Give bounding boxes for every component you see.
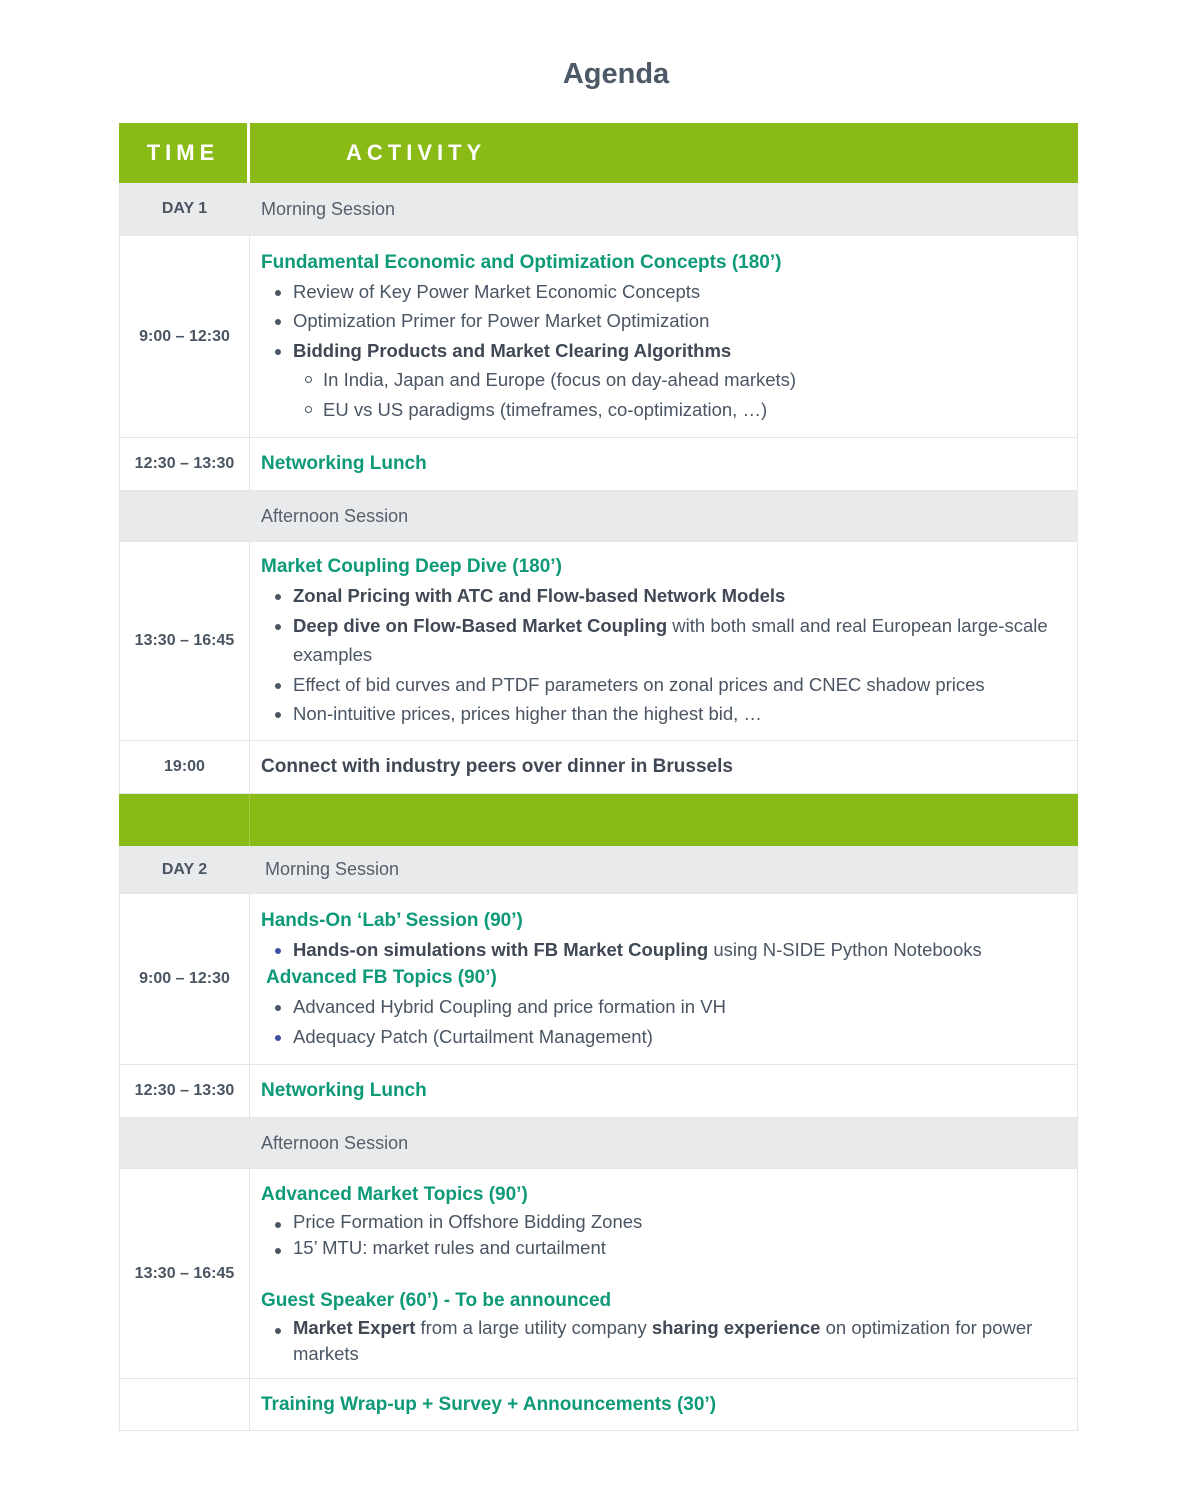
activity-title: Training Wrap-up + Survey + Announcements (30’) [261, 1393, 717, 1415]
day-label-empty [119, 491, 250, 541]
day1-afternoon-row [119, 491, 1078, 542]
bullet-list [261, 1315, 1065, 1367]
activity-title: Networking Lunch [261, 1080, 427, 1101]
session-label: Afternoon Session [250, 1118, 1078, 1168]
bullet-list [261, 1209, 1065, 1261]
activity-title: Advanced FB Topics (90’) [266, 967, 497, 989]
session-label: Morning Session [250, 183, 1078, 235]
row-activity [250, 1379, 1078, 1430]
agenda-row [119, 236, 1078, 438]
list-item: Market Expert from a large utility company sharing experience on optimization for power markets [261, 1315, 1065, 1367]
list-item: Adequacy Patch (Curtailment Management) [261, 1022, 1065, 1052]
row-time: 9:00 – 12:30 [119, 894, 250, 1064]
table-header [119, 123, 1078, 183]
row-activity [250, 438, 1078, 490]
list-item: Effect of bid curves and PTDF parameters on zonal prices and CNEC shadow prices [261, 670, 1065, 700]
lunch-row [119, 438, 1078, 491]
session-label: Afternoon Session [250, 491, 1078, 541]
day1-morning-row [119, 183, 1078, 236]
list-item: Review of Key Power Market Economic Concepts [261, 277, 1065, 307]
row-time: 12:30 – 13:30 [119, 438, 250, 490]
page-title: Agenda [562, 58, 670, 90]
session-label: Morning Session [250, 846, 1078, 893]
list-item: Deep dive on Flow-Based Market Coupling with both small and real European large-scale examples [261, 611, 1065, 670]
activity-title: Advanced Market Topics (90’) [261, 1183, 528, 1205]
day-label-empty [119, 1118, 250, 1168]
list-item: 15’ MTU: market rules and curtailment [261, 1235, 1065, 1261]
day-separator-bar [119, 794, 1078, 846]
row-activity [250, 1065, 1078, 1117]
list-item: Non-intuitive prices, prices higher than the highest bid, … [261, 699, 1065, 729]
bullet-list [261, 935, 1065, 965]
sub-list-item: In India, Japan and Europe (focus on day-ahead markets) [261, 365, 1065, 395]
day2-afternoon-row [119, 1118, 1078, 1169]
agenda-row [119, 1169, 1078, 1379]
list-item: Optimization Primer for Power Market Optimization [261, 306, 1065, 336]
activity-title: Hands-On ‘Lab’ Session (90’) [261, 909, 523, 931]
row-activity [250, 1169, 1078, 1378]
row-time-empty [119, 1379, 250, 1430]
header-activity: ACTIVITY [250, 123, 1078, 183]
dinner-row [119, 741, 1078, 794]
sub-list-item: EU vs US paradigms (timeframes, co-optimization, …) [261, 395, 1065, 425]
row-time: 13:30 – 16:45 [119, 1169, 250, 1378]
row-time: 19:00 [119, 741, 250, 793]
bullet-list [261, 992, 1065, 1051]
row-time: 12:30 – 13:30 [119, 1065, 250, 1117]
activity-title: Market Coupling Deep Dive (180’) [261, 556, 562, 578]
activity-title: Fundamental Economic and Optimization Concepts (180’) [261, 251, 782, 273]
activity-title: Connect with industry peers over dinner in Brussels [261, 756, 733, 777]
list-item: Advanced Hybrid Coupling and price formation in VH [261, 992, 1065, 1022]
header-time: TIME [119, 123, 250, 183]
row-activity [250, 236, 1078, 437]
list-item: Zonal Pricing with ATC and Flow-based Network Models [261, 581, 1065, 611]
day2-morning-row [119, 846, 1078, 894]
bullet-list [261, 277, 1065, 425]
list-item: Bidding Products and Market Clearing Algorithms [261, 336, 1065, 366]
row-activity [250, 542, 1078, 740]
row-time: 9:00 – 12:30 [119, 236, 250, 437]
lunch-row [119, 1065, 1078, 1118]
wrapup-row [119, 1379, 1078, 1431]
row-time: 13:30 – 16:45 [119, 542, 250, 740]
activity-title: Guest Speaker (60’) - To be announced [261, 1289, 612, 1311]
list-item: Price Formation in Offshore Bidding Zones [261, 1209, 1065, 1235]
row-activity [250, 741, 1078, 793]
agenda-row [119, 894, 1078, 1065]
day-label: DAY 1 [119, 183, 250, 235]
agenda-table [119, 123, 1078, 1431]
agenda-row [119, 542, 1078, 741]
day-label: DAY 2 [119, 846, 250, 893]
activity-title: Networking Lunch [261, 453, 427, 474]
bullet-list [261, 581, 1065, 729]
list-item: Hands-on simulations with FB Market Coupling using N-SIDE Python Notebooks [261, 935, 1065, 965]
row-activity [250, 894, 1078, 1064]
